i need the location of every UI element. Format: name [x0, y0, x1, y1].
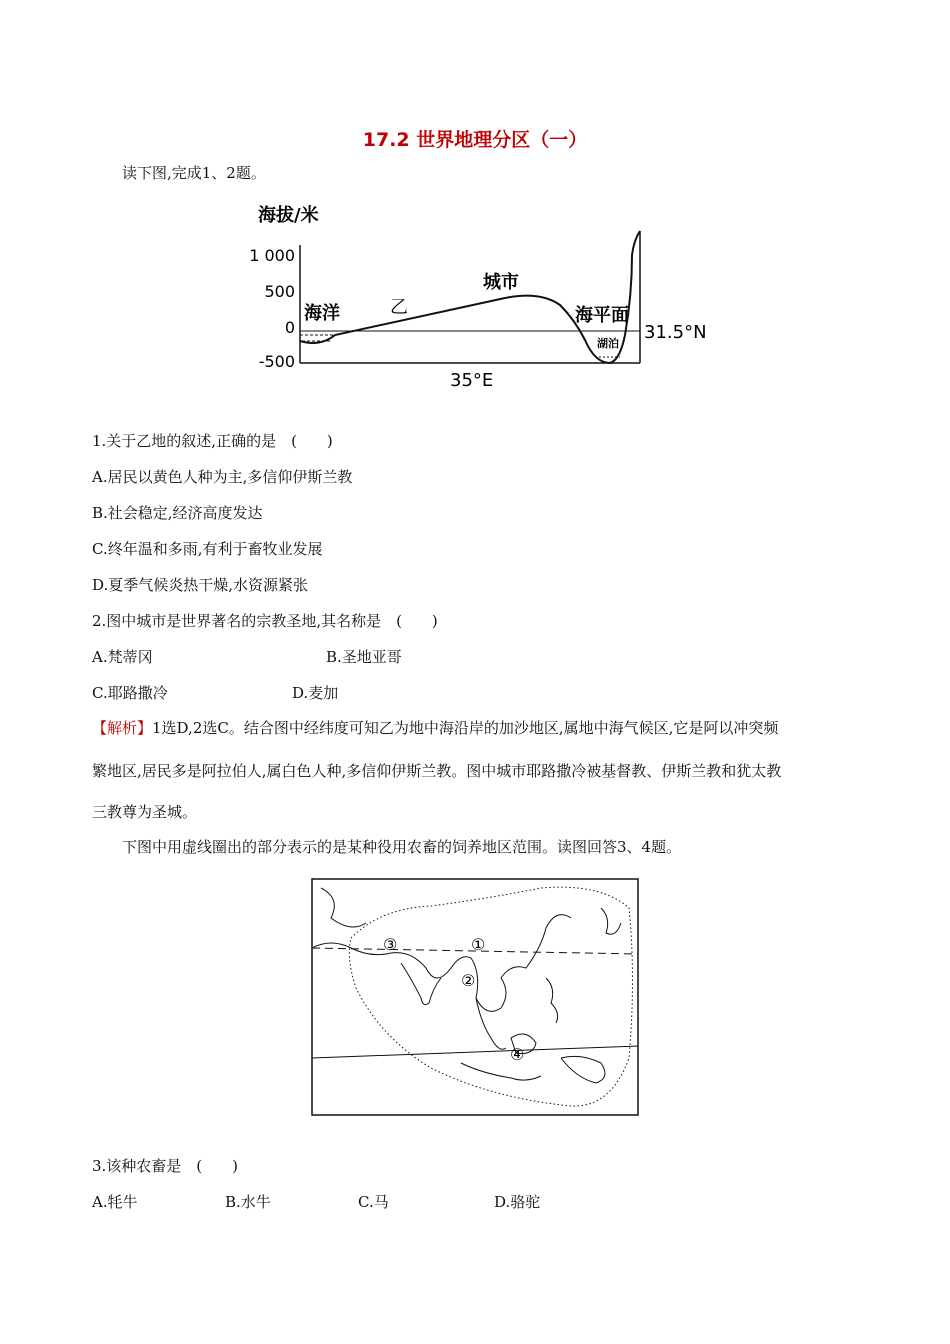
q2-option-a: A.梵蒂冈: [92, 648, 153, 666]
marker-2: ②: [461, 971, 476, 990]
q2-option-d: D.麦加: [292, 684, 339, 702]
q1-option-c: C.终年温和多雨,有利于畜牧业发展: [92, 540, 323, 558]
marker-3: ③: [383, 935, 398, 954]
latitude-label: 31.5°N: [644, 322, 707, 343]
q1-option-b: B.社会稳定,经济高度发达: [92, 504, 263, 522]
q3-option-c: C.马: [358, 1193, 389, 1211]
q2-stem: 2.图中城市是世界著名的宗教圣地,其名称是 ( ): [92, 612, 438, 630]
page-title: 17.2 世界地理分区（一）: [362, 129, 588, 151]
q1-stem: 1.关于乙地的叙述,正确的是 ( ): [92, 432, 333, 450]
asia-map-figure: [311, 878, 639, 1116]
city-label: 城市: [483, 272, 519, 293]
analysis-line-3: 三教尊为圣城。: [92, 803, 198, 821]
q2-option-c: C.耶路撒冷: [92, 684, 168, 702]
q2-option-b: B.圣地亚哥: [326, 648, 402, 666]
marker-4: ④: [510, 1045, 525, 1064]
ocean-label: 海洋: [304, 303, 340, 324]
marker-1: ①: [471, 935, 486, 954]
tick-1000: 1 000: [249, 246, 295, 265]
tick-minus-500: -500: [258, 352, 295, 371]
q1-option-a: A.居民以黄色人种为主,多信仰伊斯兰教: [92, 468, 353, 486]
intro-text-1: 读下图,完成1、2题。: [122, 164, 266, 182]
q3-option-b: B.水牛: [225, 1193, 271, 1211]
lake-label: 湖泊: [597, 337, 619, 350]
analysis-line-1: [92, 717, 778, 738]
y-axis-label: 海拔/米: [258, 205, 319, 226]
tick-500: 500: [264, 282, 295, 301]
q1-option-d: D.夏季气候炎热干燥,水资源紧张: [92, 576, 309, 594]
q3-stem: 3.该种农畜是 ( ): [92, 1157, 239, 1175]
sea-level-label: 海平面: [575, 305, 629, 326]
analysis-text-1: 1选D,2选C。结合图中经纬度可知乙为地中海沿岸的加沙地区,属地中海气候区,它是阿以冲突频: [152, 719, 779, 737]
intro-text-2: 下图中用虚线圈出的部分表示的是某种役用农畜的饲养地区范围。读图回答3、4题。: [122, 838, 682, 856]
q3-option-d: D.骆驼: [494, 1193, 541, 1211]
longitude-label: 35°E: [450, 370, 494, 391]
analysis-line-2: 繁地区,居民多是阿拉伯人,属白色人种,多信仰伊斯兰教。图中城市耶路撒冷被基督教、伊斯兰教和犹太教: [92, 762, 782, 780]
yi-label: 乙: [390, 297, 408, 318]
tick-0: 0: [284, 318, 295, 337]
analysis-tag: 【解析】: [92, 719, 153, 737]
elevation-profile-figure: [240, 195, 720, 395]
q3-option-a: A.牦牛: [92, 1193, 138, 1211]
